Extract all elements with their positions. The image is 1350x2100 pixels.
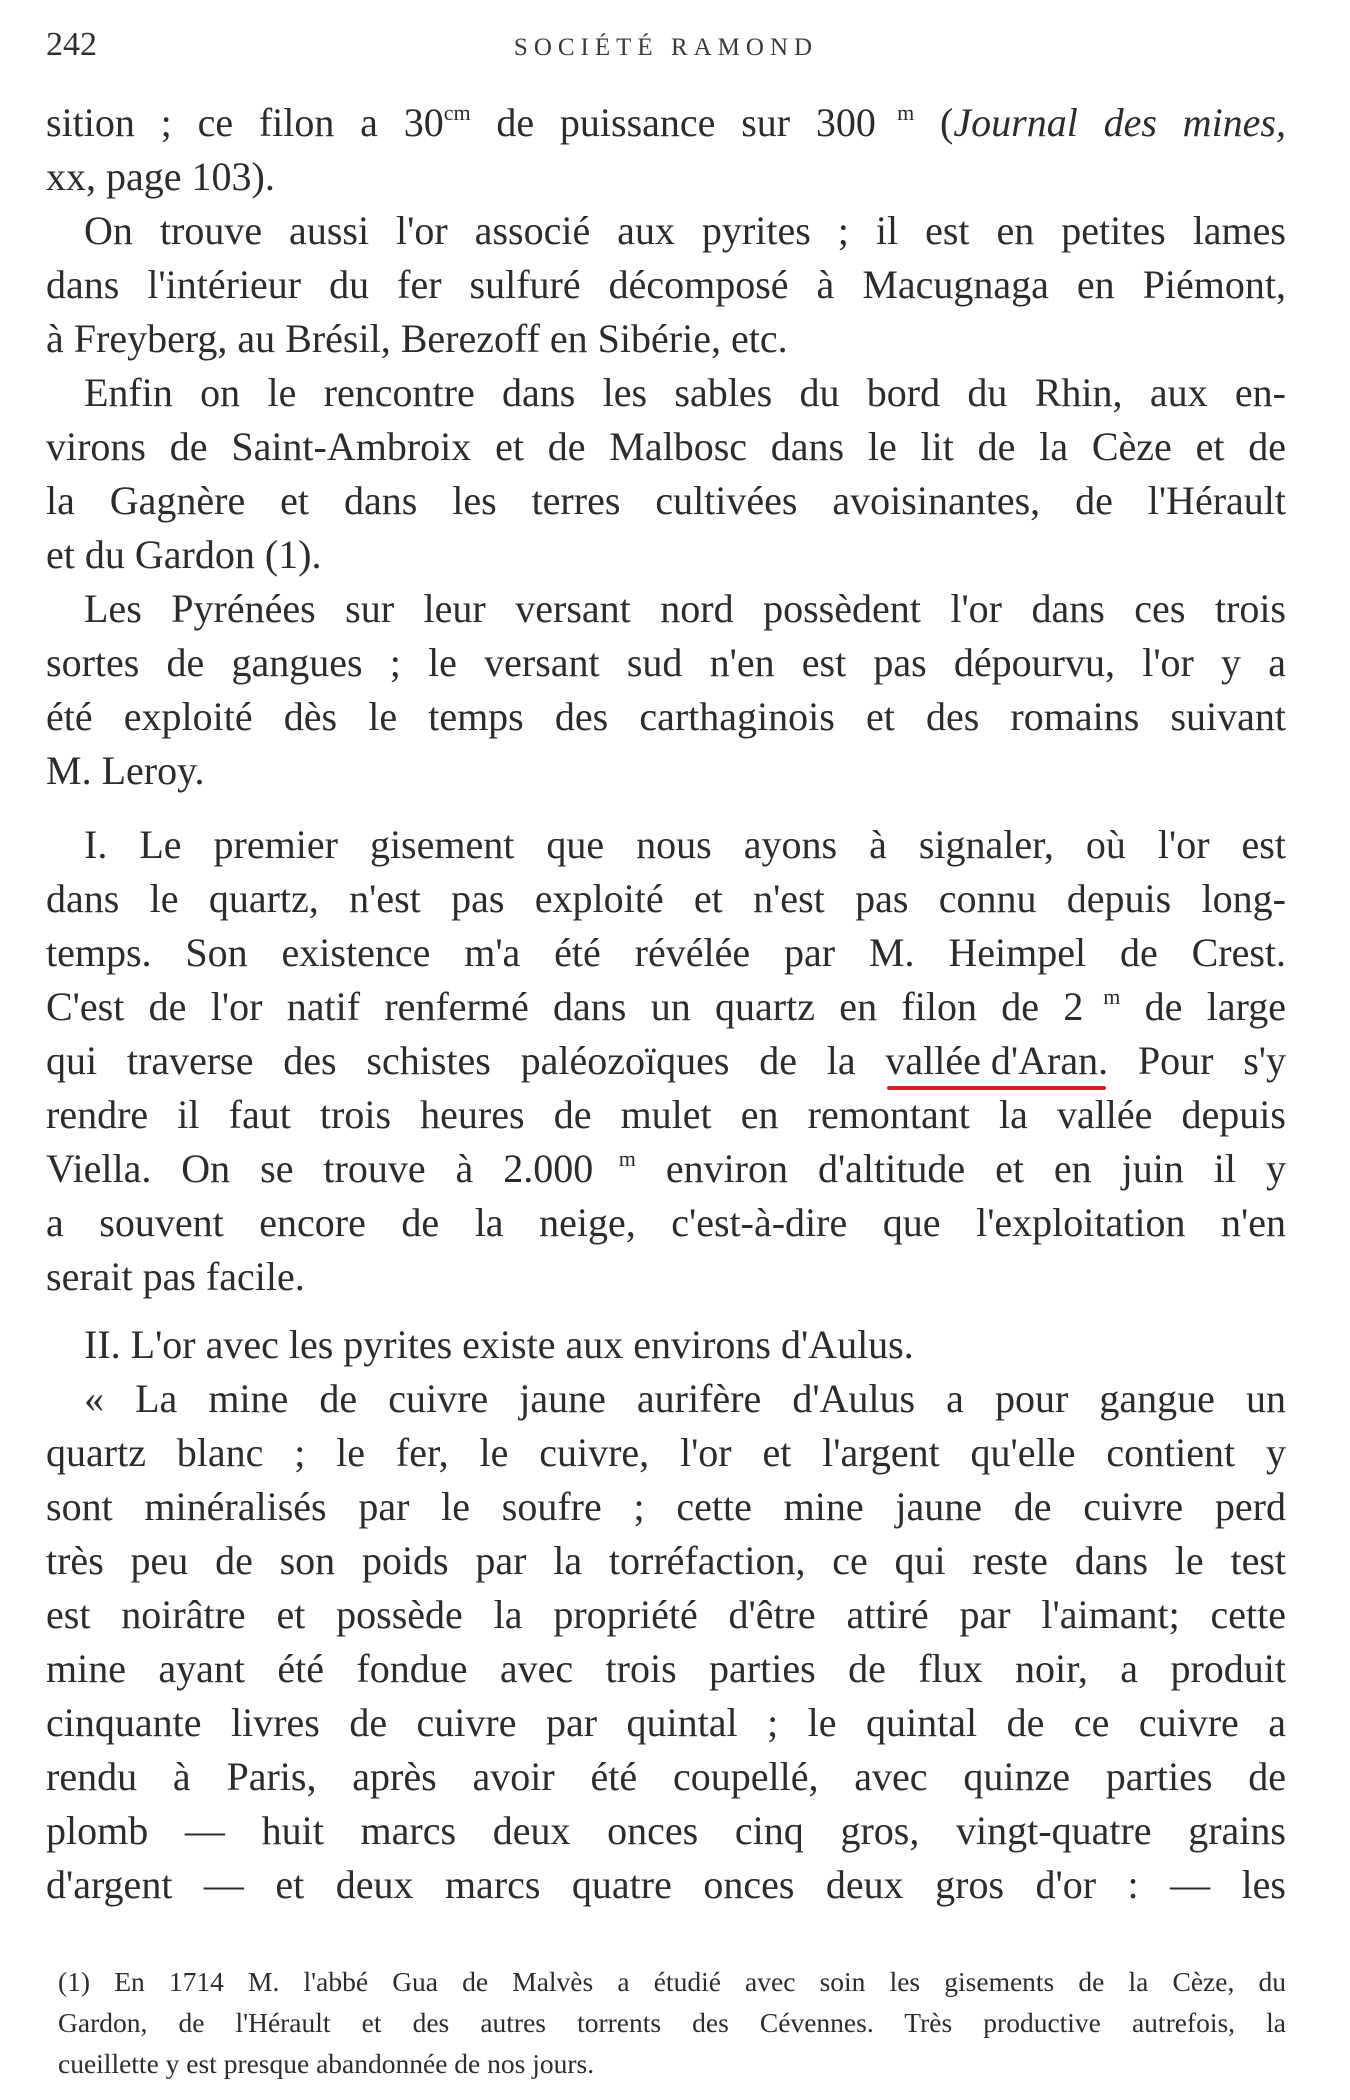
text-line: quartz blanc ; le fer, le cuivre, l'or et l'argent qu'elle contient y: [46, 1430, 1286, 1475]
text-line: serait pas facile.: [46, 1254, 305, 1299]
section-two-start: II. L'or avec les pyrites existe aux environs d'Aulus.: [84, 1322, 914, 1367]
paragraph-start: On trouve aussi l'or associé aux pyrites ; il est en petites lames: [84, 208, 1286, 253]
section-gap: [46, 1304, 1286, 1318]
section-gap: [46, 798, 1286, 818]
text-line: et du Gardon (1).: [46, 532, 322, 577]
superscript-m: m: [593, 1146, 636, 1171]
superscript-m: m: [1083, 984, 1121, 1009]
text-line: a souvent encore de la neige, c'est-à-dire que l'exploitation n'en: [46, 1200, 1286, 1245]
text-line: plomb — huit marcs deux onces cinq gros, vingt-quatre grains: [46, 1808, 1286, 1853]
text-line: la Gagnère et dans les terres cultivées avoisinantes, de l'Hérault: [46, 478, 1286, 523]
text-line: mine ayant été fondue avec trois parties de flux noir, a produit: [46, 1646, 1286, 1691]
text-line: C'est de l'or natif renfermé dans un quartz en filon de 2 $^m$ de large: [46, 984, 1286, 1029]
journal-title: Journal des mines,: [953, 100, 1287, 145]
text-line: sont minéralisés par le soufre ; cette mine jaune de cuivre perd: [46, 1484, 1286, 1529]
text-line: qui traverse des schistes paléozoïques de la vallée d'Aran. Pour s'y: [46, 1034, 1286, 1088]
text-line: dans le quartz, n'est pas exploité et n'est pas connu depuis long-: [46, 876, 1286, 921]
text-line: est noirâtre et possède la propriété d'être attiré par l'aimant; cette: [46, 1592, 1286, 1637]
text-line: virons de Saint-Ambroix et de Malbosc dans le lit de la Cèze et de: [46, 424, 1286, 469]
section-one-start: I. Le premier gisement que nous ayons à signaler, où l'or est: [84, 822, 1286, 867]
body-text: [46, 96, 1286, 1912]
text-line: temps. Son existence m'a été révélée par M. Heimpel de Crest.: [46, 930, 1286, 975]
text-line: dans l'intérieur du fer sulfuré décomposé à Macugnaga en Piémont,: [46, 262, 1286, 307]
quote-start: « La mine de cuivre jaune aurifère d'Aulus a pour gangue un: [84, 1376, 1286, 1421]
text-line: été exploité dès le temps des carthaginois et des romains suivant: [46, 694, 1286, 739]
text-line: Viella. On se trouve à 2.000 $^m$ environ d'altitude et en juin il y: [46, 1146, 1286, 1191]
page-number: 242: [46, 26, 97, 63]
text-line: d'argent — et deux marcs quatre onces deux gros d'or : — les: [46, 1862, 1286, 1907]
text-line: rendu à Paris, après avoir été coupellé, avec quinze parties de: [46, 1754, 1286, 1799]
footnote-line: (1) En 1714 M. l'abbé Gua de Malvès a étudié avec soin les gisements de la Cèze, du: [58, 1966, 1286, 1997]
underlined-vallee-daran: vallée d'Aran.: [885, 1034, 1108, 1088]
paragraph-start: Les Pyrénées sur leur versant nord possèdent l'or dans ces trois: [84, 586, 1286, 631]
text-line: cinquante livres de cuivre par quintal ; le quintal de ce cuivre a: [46, 1700, 1286, 1745]
text-line: rendre il faut trois heures de mulet en remontant la vallée depuis: [46, 1092, 1286, 1137]
superscript-m: m: [875, 100, 915, 125]
text-line: M. Leroy.: [46, 748, 205, 793]
text-line: très peu de son poids par la torréfaction, ce qui reste dans le test: [46, 1538, 1286, 1583]
text-line: sortes de gangues ; le versant sud n'en est pas dépourvu, l'or y a: [46, 640, 1286, 685]
footnote-line: cueillette y est presque abandonnée de nos jours.: [58, 2048, 595, 2079]
text-line: sition ; ce filon a $30^{cm}$ de puissance sur 300 $^m$ (Journal des mines,: [46, 100, 1287, 145]
footnote: [58, 1961, 1286, 2084]
running-head: SOCIÉTÉ RAMOND: [513, 34, 819, 61]
page-header: [46, 26, 1286, 76]
superscript-cm: cm: [443, 100, 471, 125]
paragraph-start: Enfin on le rencontre dans les sables du bord du Rhin, aux en-: [84, 370, 1286, 415]
footnote-line: Gardon, de l'Hérault et des autres torrents des Cévennes. Très productive autrefois, la: [58, 2007, 1286, 2038]
text-line: à Freyberg, au Brésil, Berezoff en Sibérie, etc.: [46, 316, 788, 361]
text-line: xx, page 103).: [46, 154, 275, 199]
